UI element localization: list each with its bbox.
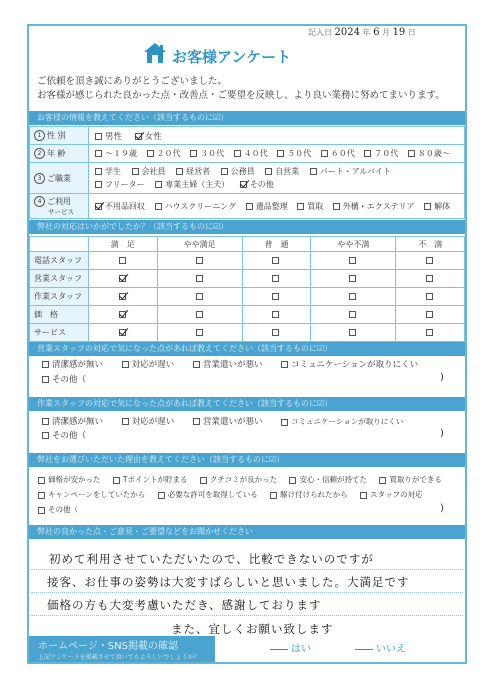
yes-option[interactable]: はい bbox=[270, 640, 311, 655]
handwritten-comment: また、宜しくお願い致します bbox=[171, 622, 334, 636]
rating-checkbox[interactable] bbox=[196, 311, 203, 318]
option-job[interactable]: 専業主婦（主夫） bbox=[153, 178, 229, 191]
option-reason[interactable]: 必要な許可を取得している bbox=[156, 487, 258, 502]
rating-checkbox[interactable] bbox=[196, 275, 203, 282]
section3-band: 営業スタッフの対応で気になった点があれば教えてください（該当するものに☑） bbox=[29, 342, 465, 356]
handwritten-comment: 接客、お仕事の姿勢は大変すばらしいと思いました。大満足です bbox=[47, 575, 410, 589]
rating-row-label: サービス bbox=[30, 324, 89, 342]
rating-col-header: やや不満 bbox=[311, 237, 396, 252]
checkbox-checked[interactable] bbox=[135, 133, 142, 140]
rating-col-header: やや満足 bbox=[157, 237, 242, 252]
rating-row-label: 価 格 bbox=[30, 306, 89, 324]
option-age[interactable]: 〜１９歳 bbox=[93, 148, 137, 159]
option-reason[interactable]: キャンペーンをしていたから bbox=[36, 487, 145, 502]
footer-title: ホームページ・SNS掲載の確認 bbox=[38, 641, 178, 652]
rating-checkbox[interactable] bbox=[196, 293, 203, 300]
rating-checkbox-checked[interactable] bbox=[119, 275, 126, 282]
section4-band: 作業スタッフの対応で気になった点があれば教えてください（該当するものに☑） bbox=[29, 397, 465, 411]
handwritten-comment: 価格の方も大変考慮いただき、感謝しております bbox=[47, 598, 322, 612]
option-reason[interactable]: 買取りができる bbox=[377, 472, 442, 487]
rating-checkbox[interactable] bbox=[272, 329, 279, 336]
option-age[interactable]: ６０代 bbox=[319, 148, 355, 159]
section6-band: 弊社の良かった点・ご意見・ご要望などをお聞かせください bbox=[29, 525, 465, 539]
profile-row-service: 4 ご利用 サービス 不用品回収 ハウスクリーニング 遺品整理 買取 外構・エクステリア 解体 bbox=[30, 194, 465, 219]
rating-checkbox[interactable] bbox=[349, 257, 356, 264]
option-reason[interactable]: 価格が安かった bbox=[36, 472, 101, 487]
year-unit: 年 bbox=[362, 28, 371, 37]
intro-line-1: ご依頼を頂き誠にありがとうございました。 bbox=[37, 76, 228, 87]
option-communication[interactable]: コミュニケーションが取りにくい bbox=[279, 358, 418, 373]
option-age[interactable]: ５０代 bbox=[275, 148, 311, 159]
rating-checkbox[interactable] bbox=[272, 275, 279, 282]
rating-checkbox[interactable] bbox=[349, 311, 356, 318]
rating-checkbox[interactable] bbox=[272, 293, 279, 300]
rating-row bbox=[30, 288, 465, 306]
option-reason[interactable]: クチコミが良かった bbox=[198, 472, 277, 487]
section5-band: 弊社をお選びいただいた理由を教えてください（該当するものに☑） bbox=[29, 453, 465, 467]
option-job[interactable]: 学生 bbox=[93, 165, 121, 178]
option-service[interactable]: 買取 bbox=[295, 201, 323, 212]
rating-checkbox[interactable] bbox=[119, 257, 126, 264]
option-reason[interactable]: 安心・信頼が持てた bbox=[287, 472, 367, 487]
option-reason[interactable]: Tポイントが貯まる bbox=[111, 472, 188, 487]
option-job[interactable]: 自営業 bbox=[263, 165, 299, 178]
rating-checkbox-checked[interactable] bbox=[119, 293, 126, 300]
option-job[interactable]: パート・アルバイト bbox=[308, 165, 391, 178]
rating-checkbox[interactable] bbox=[196, 257, 203, 264]
rating-table bbox=[29, 236, 465, 342]
section1-band: お客様の情報を教えてください（該当するものに☑） bbox=[29, 111, 465, 125]
section4-options bbox=[40, 414, 417, 444]
paren-close: ) bbox=[440, 503, 444, 514]
rating-row bbox=[30, 270, 465, 288]
option-service[interactable]: 遺品整理 bbox=[244, 201, 288, 212]
option-job[interactable]: 公務員 bbox=[219, 165, 255, 178]
paren-close: ) bbox=[440, 428, 444, 439]
date-year: 2024 bbox=[334, 27, 360, 38]
handwritten-comment: 初めて利用させていただいたので、比較できないのですが bbox=[49, 552, 374, 566]
rating-row bbox=[30, 324, 465, 342]
profile-row-job: 3 ご職業 学生 会社員 経営者 公務員 自営業 パート・アルバイト フリーター 専業主婦（主夫） その他 bbox=[30, 163, 465, 194]
option-cleanliness[interactable]: 清潔感が無い bbox=[40, 358, 103, 373]
option-service[interactable]: 不用品回収 bbox=[93, 201, 145, 212]
rating-header bbox=[30, 237, 465, 252]
option-other[interactable]: その他（ bbox=[40, 429, 86, 444]
footer-subtitle: 上記アンケートを掲載させて頂いてもよろしいでしょうか？ bbox=[38, 654, 200, 661]
date-line bbox=[308, 27, 416, 38]
rating-checkbox-checked[interactable] bbox=[119, 329, 126, 336]
section5-options bbox=[36, 472, 442, 517]
date-day: 19 bbox=[392, 27, 406, 38]
rating-checkbox[interactable] bbox=[426, 329, 433, 336]
option-age[interactable]: ４０代 bbox=[232, 148, 268, 159]
rating-checkbox[interactable] bbox=[272, 257, 279, 264]
rating-row-label: 作業スタッフ bbox=[30, 288, 89, 306]
rating-row bbox=[30, 306, 465, 324]
rating-checkbox-checked[interactable] bbox=[119, 311, 126, 318]
date-label: 記入日 bbox=[308, 28, 332, 37]
option-slow[interactable]: 対応が遅い bbox=[120, 358, 175, 373]
rating-row-label: 営業スタッフ bbox=[30, 270, 89, 288]
checkbox[interactable] bbox=[95, 133, 102, 140]
option-service[interactable]: ハウスクリーニング bbox=[153, 201, 237, 212]
option-male[interactable]: 男性 bbox=[93, 130, 122, 142]
option-job-other[interactable]: その他 bbox=[238, 178, 274, 191]
option-communication[interactable]: コミュニケーションが取りにくい bbox=[279, 414, 403, 429]
profile-table bbox=[29, 126, 465, 219]
day-unit: 日 bbox=[407, 28, 416, 37]
option-age[interactable]: ７０代 bbox=[362, 148, 398, 159]
rating-checkbox[interactable] bbox=[349, 293, 356, 300]
option-reason[interactable]: 駆け付けられたから bbox=[268, 487, 348, 502]
house-icon bbox=[143, 42, 167, 64]
profile-row-age: 2 年 齢 〜１９歳 ２０代 ３０代 ４０代 ５０代 ６０代 ７０代 ８０歳〜 bbox=[30, 145, 465, 163]
option-cleanliness[interactable]: 清潔感が無い bbox=[40, 415, 103, 430]
paren-close: ) bbox=[440, 372, 444, 383]
rating-checkbox[interactable] bbox=[349, 329, 356, 336]
option-age[interactable]: ２０代 bbox=[145, 148, 181, 159]
option-manners[interactable]: 営業遣いが悪い bbox=[191, 415, 263, 430]
option-other[interactable]: その他（ bbox=[36, 502, 78, 517]
rating-checkbox[interactable] bbox=[349, 275, 356, 282]
rating-checkbox[interactable] bbox=[426, 293, 433, 300]
rating-checkbox[interactable] bbox=[196, 329, 203, 336]
rating-col-header: 普 通 bbox=[242, 237, 311, 252]
month-unit: 月 bbox=[382, 28, 391, 37]
section3-options bbox=[40, 358, 432, 388]
rating-row bbox=[30, 252, 465, 270]
intro-text bbox=[37, 75, 445, 103]
option-manners[interactable]: 営業遣いが悪い bbox=[191, 358, 263, 373]
section2-band: 弊社の対応はいかがでしたか？（該当するものに☑） bbox=[29, 220, 465, 234]
option-age[interactable]: ８０歳〜 bbox=[406, 148, 450, 159]
option-service[interactable]: 解体 bbox=[422, 201, 450, 212]
option-job[interactable]: 経営者 bbox=[174, 165, 210, 178]
option-job[interactable]: フリーター bbox=[93, 178, 145, 191]
option-job[interactable]: 会社員 bbox=[130, 165, 166, 178]
rating-checkbox[interactable] bbox=[272, 311, 279, 318]
rating-col-header: 満 足 bbox=[89, 237, 158, 252]
no-option[interactable]: いいえ bbox=[355, 640, 406, 655]
comment-lines bbox=[31, 547, 463, 639]
option-reason[interactable]: スタッフの対応 bbox=[358, 487, 423, 502]
page-title: お客様アンケート bbox=[172, 48, 292, 66]
date-month: 6 bbox=[373, 27, 380, 38]
rating-row-label: 電話スタッフ bbox=[30, 252, 89, 270]
option-age[interactable]: ３０代 bbox=[188, 148, 224, 159]
option-other[interactable]: その他（ bbox=[40, 373, 86, 388]
profile-row-gender: 1 性 別 男性 女性 bbox=[30, 127, 465, 145]
rating-checkbox[interactable] bbox=[426, 311, 433, 318]
intro-line-2: お客様が感じられた良かった点・改善点・ご要望を反映し、より良い業務に努めてまいります。 bbox=[37, 90, 445, 101]
option-slow[interactable]: 対応が遅い bbox=[120, 415, 175, 430]
option-female[interactable]: 女性 bbox=[133, 130, 162, 142]
rating-checkbox[interactable] bbox=[426, 257, 433, 264]
option-service[interactable]: 外構・エクステリア bbox=[331, 201, 415, 212]
rating-col-header: 不 満 bbox=[396, 237, 465, 252]
rating-checkbox[interactable] bbox=[426, 275, 433, 282]
